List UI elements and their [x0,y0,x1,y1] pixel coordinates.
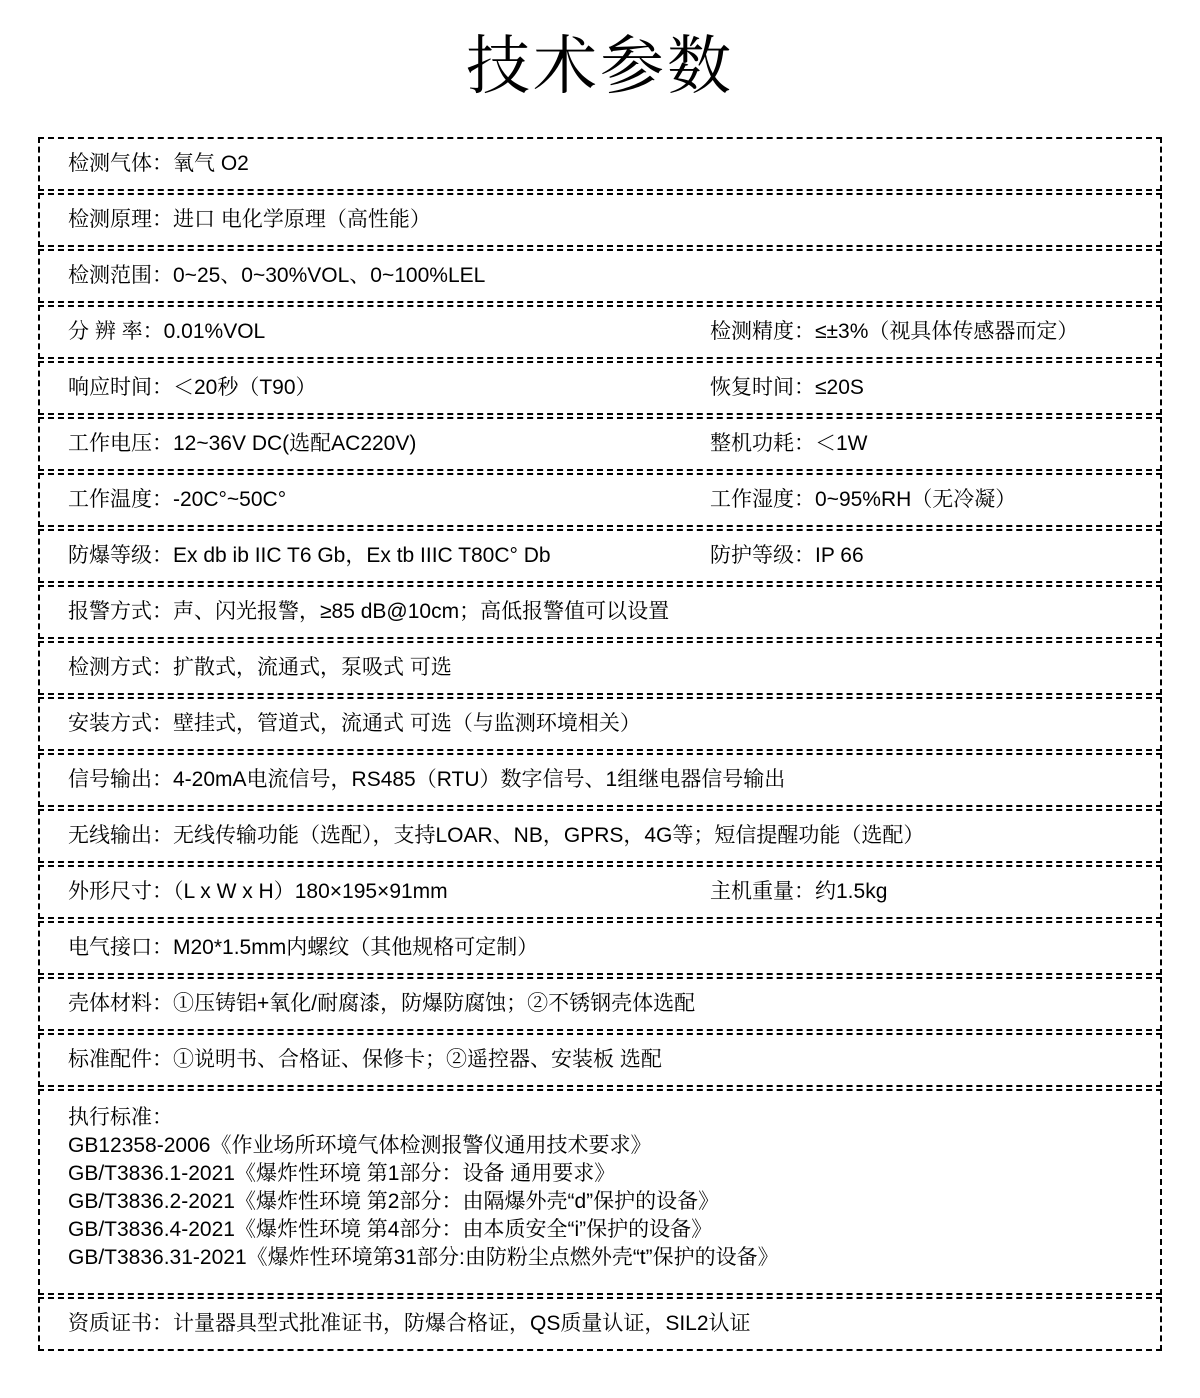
response-time-text: 响应时间：＜20秒（T90） [68,375,317,399]
row-standard-accessories [38,1033,1162,1087]
detected-gas-text: 检测气体：氧气 O2 [68,151,249,175]
standard-accessories-text: 标准配件：①说明书、合格证、保修卡；②遥控器、安装板 选配 [68,1047,662,1071]
recovery-time-text: 恢复时间：≤20S [710,375,864,399]
standard-gb12358: GB12358-2006《作业场所环境气体检测报警仪通用技术要求》 [68,1133,652,1157]
row-housing-material [38,977,1162,1031]
working-temperature-text: 工作温度：-20C°~50C° [68,487,287,511]
row-qualification-certificates [38,1297,1162,1351]
standard-gbt3836-4: GB/T3836.4-2021《爆炸性环境 第4部分：由本质安全“i”保护的设备》 [68,1217,713,1241]
row-alarm-mode [38,585,1162,639]
row-detected-gas [38,137,1162,191]
row-detection-range [38,249,1162,303]
wireless-output-text: 无线输出：无线传输功能（选配），支持LOAR、NB，GPRS，4G等；短信提醒功能（选配） [68,823,925,847]
resolution-text: 分 辨 率：0.01%VOL [68,319,266,343]
spec-table [38,137,1162,1351]
power-consumption-text: 整机功耗：＜1W [710,431,868,455]
ip-protection-grade-text: 防护等级：IP 66 [710,543,864,567]
detection-range-text: 检测范围：0~25、0~30%VOL、0~100%LEL [68,263,486,287]
row-executive-standards [38,1089,1162,1295]
alarm-mode-text: 报警方式：声、闪光报警，≥85 dB@10cm；高低报警值可以设置 [68,599,670,623]
installation-mode-text: 安装方式：壁挂式，管道式，流通式 可选（与监测环境相关） [68,711,641,735]
host-weight-text: 主机重量：约1.5kg [710,879,888,903]
qualification-certificates-text: 资质证书：计量器具型式批准证书，防爆合格证，QS质量认证，SIL2认证 [68,1311,751,1335]
detection-principle-text: 检测原理：进口 电化学原理（高性能） [68,207,431,231]
dimensions-text: 外形尺寸：（L x W x H）180×195×91mm [68,879,448,903]
row-signal-output [38,753,1162,807]
row-temperature-humidity [38,473,1162,527]
working-voltage-text: 工作电压：12~36V DC(选配AC220V) [68,431,417,455]
row-resolution-accuracy [38,305,1162,359]
housing-material-text: 壳体材料：①压铸铝+氧化/耐腐漆，防爆防腐蚀；②不锈钢壳体选配 [68,991,696,1015]
accuracy-text: 检测精度：≤±3%（视具体传感器而定） [710,319,1079,343]
row-detection-principle [38,193,1162,247]
page-title: 技术参数 [466,30,734,102]
standard-gbt3836-1: GB/T3836.1-2021《爆炸性环境 第1部分：设备 通用要求》 [68,1161,616,1185]
signal-output-text: 信号输出：4-20mA电流信号，RS485（RTU）数字信号、1组继电器信号输出 [68,767,786,791]
executive-standards-heading: 执行标准： [68,1105,173,1129]
standard-gbt3836-31: GB/T3836.31-2021《爆炸性环境第31部分:由防粉尘点燃外壳“t”保护的设备》 [68,1245,779,1269]
detection-mode-text: 检测方式：扩散式，流通式，泵吸式 可选 [68,655,452,679]
row-dimensions-weight [38,865,1162,919]
standard-gbt3836-2: GB/T3836.2-2021《爆炸性环境 第2部分：由隔爆外壳“d”保护的设备》 [68,1189,720,1213]
row-electrical-interface [38,921,1162,975]
row-explosion-protection-grade [38,529,1162,583]
row-installation-mode [38,697,1162,751]
row-detection-mode [38,641,1162,695]
electrical-interface-text: 电气接口：M20*1.5mm内螺纹（其他规格可定制） [68,935,539,959]
row-response-recovery-time [38,361,1162,415]
row-wireless-output [38,809,1162,863]
explosion-proof-grade-text: 防爆等级：Ex db ib IIC T6 Gb，Ex tb IIIC T80C° Db [68,543,551,567]
row-voltage-power [38,417,1162,471]
working-humidity-text: 工作湿度：0~95%RH（无冷凝） [710,487,1017,511]
